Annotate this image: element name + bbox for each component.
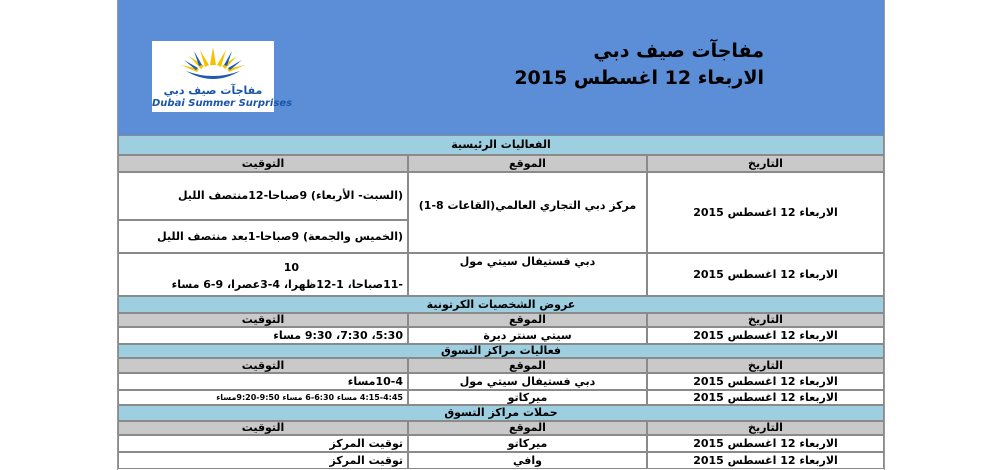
table-cell-date: الاربعاء 12 اغسطس 2015 [647, 253, 884, 296]
header-banner [118, 0, 884, 136]
spreadsheet-sheet [117, 0, 885, 470]
page-title: مفاجآت صيف دبي [593, 40, 764, 62]
timing-line: 10 [283, 261, 299, 274]
table-cell-timing: (الخميس والجمعة) 9صباحا-1بعد منتصف الليل [118, 220, 408, 253]
table-cell-timing: 10-4مساء [118, 373, 408, 390]
section-title-main-events: الفعاليات الرئيسية [118, 135, 884, 155]
table-cell-date: الاربعاء 12 اغسطس 2015 [647, 390, 884, 405]
section-title-mall-events: فعاليات مراكز التسوق [118, 344, 884, 358]
table-cell-location: سيتي سنتر ديرة [408, 327, 647, 344]
sun-logo-icon [152, 41, 274, 87]
col-header-timing: التوقيت [118, 421, 408, 435]
table-cell-location: ميركاتو [408, 390, 647, 405]
dss-logo [152, 41, 293, 112]
col-header-location: الموقع [408, 421, 647, 435]
table-cell-location: دبي فستيفال سيتي مول [408, 253, 647, 296]
col-header-date: التاريخ [647, 313, 884, 327]
table-cell-timing: 5:30، 7:30، 9:30 مساء [118, 327, 408, 344]
timing-line: -11صباحا، 1-12ظهرا، 4-3عصرا، 9-6 مساء [171, 278, 403, 291]
table-cell-location: ميركاتو [408, 435, 647, 452]
table-cell-timing: 4:15-4:45 مساء 6:30-6 مساء 9:50-9:20مساء [118, 390, 408, 405]
col-header-date: التاريخ [647, 155, 884, 172]
table-cell-date: الاربعاء 12 اغسطس 2015 [647, 452, 884, 469]
table-cell-date: الاربعاء 12 اغسطس 2015 [647, 373, 884, 390]
col-header-date: التاريخ [647, 421, 884, 435]
table-cell-timing: (السبت- الأربعاء) 9صباحا-12منتصف الليل [118, 172, 408, 220]
section-title-mall-campaigns: حملات مراكز التسوق [118, 405, 884, 421]
table-cell-date: الاربعاء 12 اغسطس 2015 [647, 327, 884, 344]
table-cell-date: الاربعاء 12 اغسطس 2015 [647, 435, 884, 452]
col-header-timing: التوقيت [118, 155, 408, 172]
col-header-timing: التوقيت [118, 358, 408, 373]
col-header-location: الموقع [408, 313, 647, 327]
table-cell-date: الاربعاء 12 اغسطس 2015 [647, 172, 884, 253]
table-cell-timing: توقيت المركز [118, 452, 408, 469]
table-cell-timing: توقيت المركز [118, 435, 408, 452]
col-header-date: التاريخ [647, 358, 884, 373]
table-cell-location: مركز دبي التجاري العالمي(القاعات 8-1) [408, 172, 647, 253]
col-header-timing: التوقيت [118, 313, 408, 327]
table-cell-location: وافي [408, 452, 647, 469]
page-date: الاربعاء 12 اغسطس 2015 [514, 67, 764, 89]
table-cell-timing-multiline [118, 253, 408, 296]
section-title-cartoon-shows: عروض الشخصيات الكرتونية [118, 296, 884, 313]
logo-arabic-text: مفاجآت صيف دبي [163, 84, 263, 97]
table-cell-location: دبي فستيفال سيتي مول [408, 373, 647, 390]
logo-english-text: Dubai Summer Surprises [152, 98, 293, 109]
col-header-location: الموقع [408, 358, 647, 373]
col-header-location: الموقع [408, 155, 647, 172]
